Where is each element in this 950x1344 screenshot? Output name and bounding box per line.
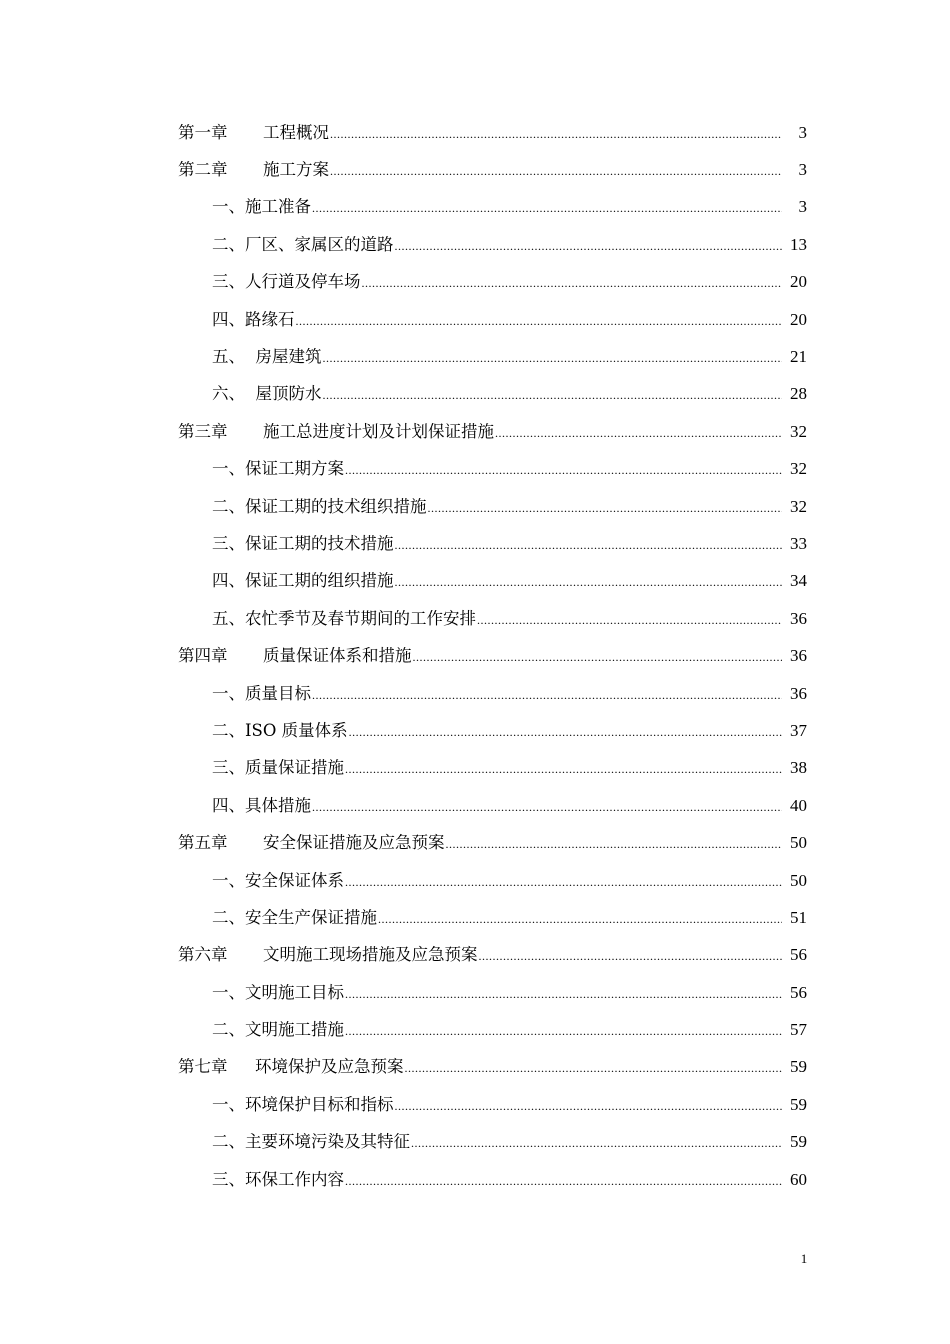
toc-entry-title: 文明施工现场措施及应急预案 (263, 945, 478, 965)
toc-leader-dots (395, 235, 783, 255)
toc-leader-dots (479, 945, 783, 965)
toc-entry-number: 二、 (212, 1132, 245, 1152)
toc-entry-number: 五、 (212, 608, 245, 628)
toc-entry-title: ISO 质量体系 (245, 720, 348, 740)
toc-entry[interactable] (0, 413, 950, 450)
toc-entry-title: 安全保证体系 (245, 870, 344, 890)
toc-entry-label (212, 497, 427, 517)
toc-entry-page: 59 (790, 1094, 807, 1114)
toc-entry-title: 环保工作内容 (245, 1169, 344, 1189)
toc-entry-page: 3 (798, 160, 807, 180)
toc-entry-number: 一、 (212, 459, 245, 479)
toc-entry-label (212, 1020, 344, 1040)
toc-entry-title: 环境保护目标和指标 (245, 1094, 394, 1114)
toc-leader-dots (312, 796, 782, 816)
toc-entry-page: 34 (790, 571, 807, 591)
toc-entry-label (212, 908, 377, 928)
toc-entry-page: 36 (790, 608, 807, 628)
toc-leader-dots (330, 123, 782, 143)
toc-entry-title: 保证工期的技术组织措施 (245, 496, 427, 516)
toc-entry[interactable] (0, 1161, 950, 1198)
toc-entry-title: 施工准备 (245, 197, 311, 217)
toc-entry-label (212, 459, 344, 479)
toc-entry-label (212, 796, 311, 816)
toc-entry-page: 56 (790, 982, 807, 1002)
toc-entry-label (212, 310, 295, 330)
toc-entry-label (178, 945, 478, 965)
toc-entry[interactable] (0, 264, 950, 301)
toc-entry-number: 三、 (212, 533, 245, 553)
toc-entry[interactable] (0, 974, 950, 1011)
toc-entry-number: 四、 (212, 571, 245, 591)
toc-entry[interactable] (0, 114, 950, 151)
toc-leader-dots (296, 310, 783, 330)
toc-leader-dots (345, 758, 782, 778)
toc-entry-page: 59 (790, 1057, 807, 1077)
toc-entry[interactable] (0, 488, 950, 525)
toc-entry-title: 农忙季节及春节期间的工作安排 (245, 608, 476, 628)
toc-entry[interactable] (0, 750, 950, 787)
toc-leader-dots (395, 534, 783, 554)
toc-entry[interactable] (0, 563, 950, 600)
toc-entry[interactable] (0, 600, 950, 637)
toc-entry-label (212, 384, 322, 404)
toc-entry-label (212, 983, 344, 1003)
toc-leader-dots (446, 833, 783, 853)
toc-entry-label (212, 1095, 394, 1115)
toc-entry-title: 具体措施 (245, 795, 311, 815)
toc-entry-number: 六、 (212, 384, 245, 404)
toc-entry[interactable] (0, 862, 950, 899)
toc-entry-label (178, 123, 329, 143)
toc-leader-dots (395, 571, 783, 591)
toc-entry-page: 20 (790, 272, 807, 292)
toc-entry-page: 20 (790, 309, 807, 329)
toc-entry-number: 二、 (212, 1020, 245, 1040)
toc-entry-label (178, 646, 412, 666)
toc-entry[interactable] (0, 226, 950, 263)
toc-leader-dots (312, 197, 782, 217)
toc-entry-label (178, 1057, 404, 1077)
toc-entry-page: 40 (790, 795, 807, 815)
toc-leader-dots (345, 871, 782, 891)
toc-leader-dots (362, 272, 783, 292)
toc-entry-page: 50 (790, 870, 807, 890)
toc-entry-title: 工程概况 (263, 122, 329, 142)
toc-entry-title: 文明施工目标 (245, 982, 344, 1002)
toc-entry-page: 56 (790, 945, 807, 965)
toc-entry-label (212, 235, 394, 255)
toc-entry-page: 3 (798, 122, 807, 142)
toc-entry-label (212, 758, 344, 778)
toc-entry-page: 28 (790, 384, 807, 404)
toc-entry-page: 33 (790, 533, 807, 553)
toc-entry-label (212, 1170, 344, 1190)
toc-entry-page: 37 (790, 720, 807, 740)
toc-entry-page: 36 (790, 683, 807, 703)
toc-entry-title: 安全生产保证措施 (245, 907, 377, 927)
toc-entry-title: 房屋建筑 (245, 347, 322, 367)
toc-entry-title: 安全保证措施及应急预案 (263, 833, 445, 853)
toc-entry-page: 3 (798, 197, 807, 217)
toc-entry-number: 二、 (212, 720, 245, 740)
toc-entry-title: 环境保护及应急预案 (255, 1057, 404, 1077)
toc-entry-title: 保证工期的组织措施 (245, 571, 394, 591)
toc-entry-label (212, 571, 394, 591)
toc-leader-dots (345, 459, 782, 479)
toc-entry-number: 第一章 (178, 122, 228, 142)
toc-entry-page: 32 (790, 496, 807, 516)
toc-entry[interactable] (0, 525, 950, 562)
toc-entry-title: 文明施工措施 (245, 1020, 344, 1040)
toc-entry-number: 二、 (212, 234, 245, 254)
toc-entry[interactable] (0, 451, 950, 488)
toc-leader-dots (345, 983, 782, 1003)
toc-entry[interactable] (0, 712, 950, 749)
toc-entry[interactable] (0, 675, 950, 712)
toc-entry[interactable] (0, 787, 950, 824)
toc-leader-dots (312, 684, 782, 704)
toc-leader-dots (395, 1095, 783, 1115)
toc-entry-label (212, 347, 322, 367)
toc-entry-page: 32 (790, 459, 807, 479)
toc-entry-title: 施工方案 (263, 160, 329, 180)
toc-entry[interactable] (0, 1011, 950, 1048)
toc-entry[interactable] (0, 151, 950, 188)
toc-entry-title: 人行道及停车场 (245, 272, 361, 292)
toc-entry-number: 第二章 (178, 160, 228, 180)
toc-entry-label (212, 534, 394, 554)
toc-entry-page: 51 (790, 907, 807, 927)
toc-entry-page: 36 (790, 646, 807, 666)
toc-entry-label (178, 833, 445, 853)
toc-entry[interactable] (0, 301, 950, 338)
toc-entry-number: 三、 (212, 1169, 245, 1189)
toc-entry-page: 13 (790, 234, 807, 254)
toc-entry-title: 质量保证措施 (245, 758, 344, 778)
toc-entry-number: 二、 (212, 907, 245, 927)
toc-entry-page: 32 (790, 421, 807, 441)
toc-entry-label (212, 871, 344, 891)
toc-entry[interactable] (0, 338, 950, 375)
toc-entry-title: 屋顶防水 (245, 384, 322, 404)
toc-leader-dots (378, 908, 782, 928)
toc-entry-number: 四、 (212, 795, 245, 815)
toc-entry-title: 质量目标 (245, 683, 311, 703)
toc-entry-number: 第三章 (178, 421, 228, 441)
page-number: 1 (800, 1251, 808, 1266)
toc-entry-label (212, 721, 348, 741)
toc-entry-number: 三、 (212, 758, 245, 778)
toc-entry-page: 50 (790, 833, 807, 853)
toc-entry-number: 一、 (212, 982, 245, 1002)
toc-entry-number: 五、 (212, 347, 245, 367)
toc-entry[interactable] (0, 937, 950, 974)
toc-entry-label (212, 684, 311, 704)
toc-entry-page: 59 (790, 1132, 807, 1152)
toc-entry-label (212, 609, 476, 629)
toc-leader-dots (323, 347, 783, 367)
toc-entry-label (178, 160, 329, 180)
toc-entry[interactable] (0, 824, 950, 861)
toc-entry-number: 一、 (212, 870, 245, 890)
toc-entry-number: 一、 (212, 197, 245, 217)
toc-entry-page: 60 (790, 1169, 807, 1189)
toc-entry[interactable] (0, 189, 950, 226)
toc-entry-number: 一、 (212, 1094, 245, 1114)
toc-entry-number: 第七章 (178, 1057, 228, 1077)
toc-leader-dots (345, 1020, 782, 1040)
toc-entry-number: 第六章 (178, 945, 228, 965)
toc-entry-title: 质量保证体系和措施 (263, 646, 412, 666)
toc-leader-dots (411, 1132, 782, 1152)
toc-leader-dots (349, 721, 782, 741)
toc-leader-dots (495, 422, 782, 442)
toc-entry-page: 38 (790, 758, 807, 778)
toc-entry-label (212, 197, 311, 217)
toc-entry-title: 路缘石 (245, 309, 295, 329)
toc-entry-number: 一、 (212, 683, 245, 703)
toc-entry-number: 三、 (212, 272, 245, 292)
toc-entry-title: 保证工期的技术措施 (245, 533, 394, 553)
toc-entry[interactable] (0, 376, 950, 413)
toc-leader-dots (413, 646, 783, 666)
toc-leader-dots (428, 497, 783, 517)
toc-entry-title: 保证工期方案 (245, 459, 344, 479)
toc-leader-dots (345, 1170, 782, 1190)
toc-entry-number: 二、 (212, 496, 245, 516)
toc-entry[interactable] (0, 1086, 950, 1123)
toc-leader-dots (330, 160, 782, 180)
toc-entry-number: 第五章 (178, 833, 228, 853)
toc-entry-title: 主要环境污染及其特征 (245, 1132, 410, 1152)
toc-leader-dots (477, 609, 782, 629)
toc-entry-label (178, 422, 494, 442)
toc-entry-title: 厂区、家属区的道路 (245, 234, 394, 254)
table-of-contents (0, 114, 950, 1198)
toc-entry-number: 四、 (212, 309, 245, 329)
toc-leader-dots (405, 1057, 783, 1077)
toc-entry-page: 57 (790, 1020, 807, 1040)
toc-leader-dots (323, 384, 783, 404)
toc-entry-label (212, 272, 361, 292)
toc-entry-number: 第四章 (178, 646, 228, 666)
toc-entry[interactable] (0, 637, 950, 674)
toc-entry[interactable] (0, 1049, 950, 1086)
toc-entry-label (212, 1132, 410, 1152)
toc-entry-title: 施工总进度计划及计划保证措施 (263, 421, 494, 441)
toc-entry[interactable] (0, 899, 950, 936)
toc-entry[interactable] (0, 1124, 950, 1161)
toc-entry-page: 21 (790, 347, 807, 367)
